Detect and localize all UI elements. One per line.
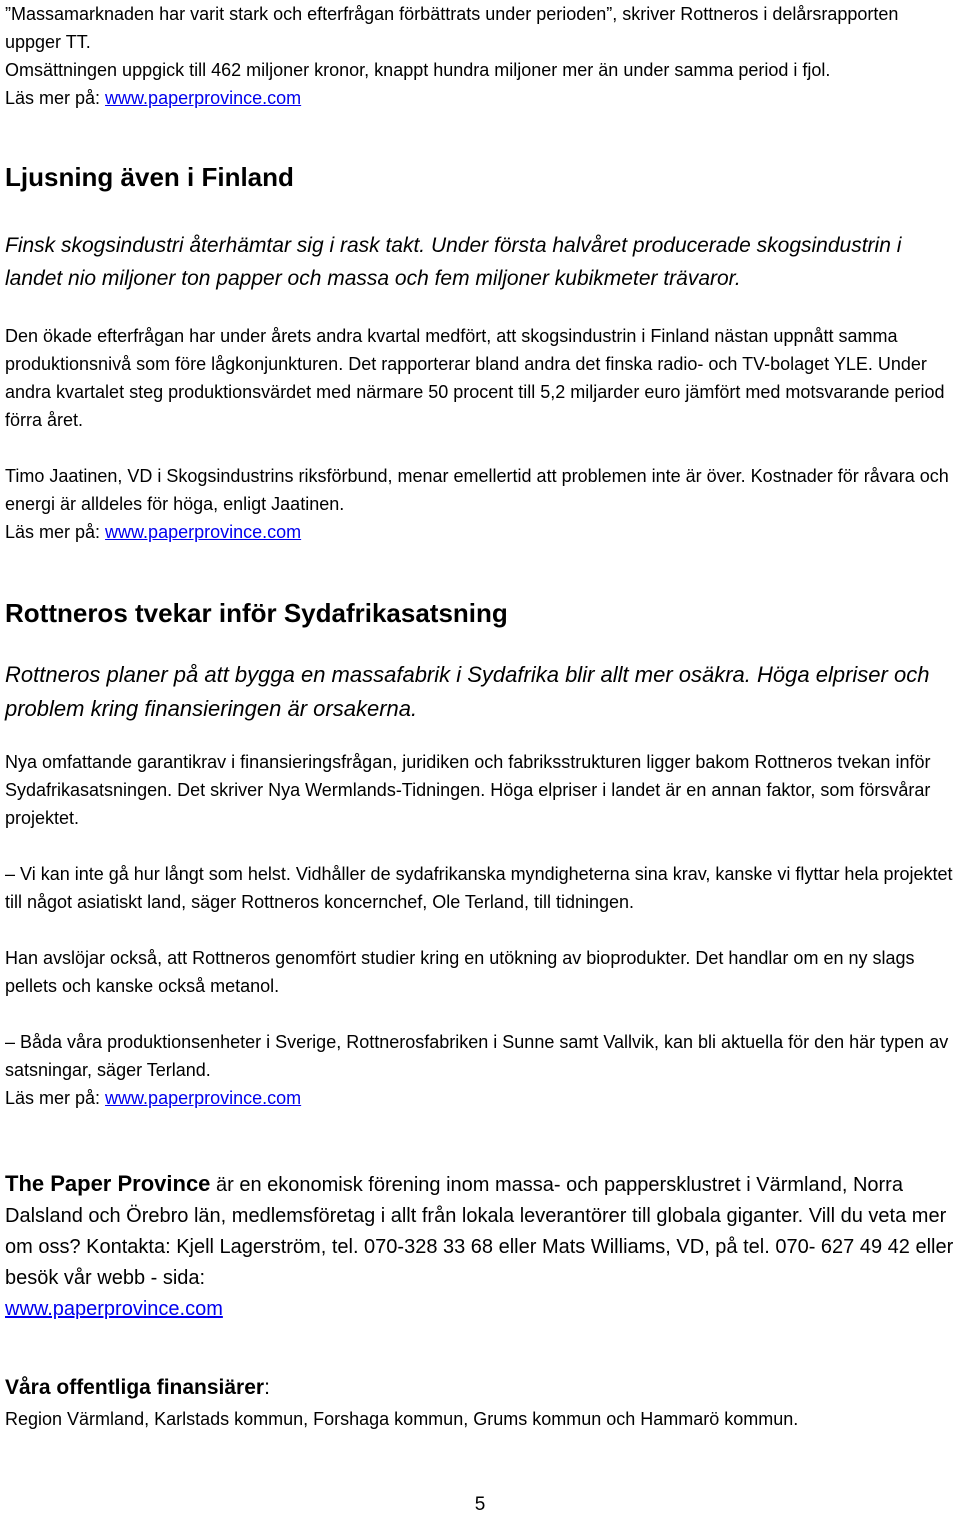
read-more-link[interactable]: www.paperprovince.com bbox=[105, 522, 302, 542]
about-section bbox=[5, 1168, 955, 1325]
article1-read-more bbox=[5, 84, 955, 112]
article3-lead: Rottneros planer på att bygga en massafabrik i Sydafrika blir allt mer osäkra. Höga elpriser och problem kring finansieringen är orsakerna. bbox=[5, 662, 930, 721]
read-more-label: Läs mer på: bbox=[5, 522, 106, 542]
article3-paragraph-4: – Båda våra produktionsenheter i Sverige, Rottnerosfabriken i Sunne samt Vallvik, kan bli aktuella för den här typen av satsningar, säger Terland. bbox=[5, 1032, 949, 1080]
org-name: The Paper Province bbox=[5, 1171, 211, 1196]
page-number: 5 bbox=[474, 1494, 486, 1515]
funders-section bbox=[5, 1372, 955, 1434]
article-rottneros-results bbox=[5, 0, 955, 112]
article3-read-more bbox=[5, 1084, 955, 1112]
funders-heading: Våra offentliga finansiärer bbox=[5, 1376, 265, 1399]
read-more-label: Läs mer på: bbox=[5, 88, 106, 108]
read-more-link[interactable]: www.paperprovince.com bbox=[105, 88, 302, 108]
funders-heading-colon: : bbox=[264, 1376, 270, 1399]
funders-heading-line bbox=[5, 1372, 955, 1404]
about-text bbox=[5, 1168, 955, 1325]
about-description: är en ekonomisk förening inom massa- och pappersklustret i Värmland, Norra Dalsland och Örebro län, medlemsföretag i allt från lokala leverantörer till globala giganter. Vill du veta mer om oss? Kontakta: Kjell Lagerström, tel. 070-328 33 68 eller Mats Williams, VD, på tel. 070- 627 49 42 eller besök vår webb - sida: bbox=[5, 1174, 954, 1289]
article1-paragraph-2: Omsättningen uppgick till 462 miljoner kronor, knappt hundra miljoner mer än under samma period i fjol. bbox=[5, 60, 831, 80]
article2-read-more bbox=[5, 518, 955, 546]
article2-lead: Finsk skogsindustri återhämtar sig i rask takt. Under första halvåret producerade skogsindustrin i landet nio miljoner ton papper och massa och fem miljoner kubikmeter trävaror. bbox=[5, 234, 902, 290]
funders-list: Region Värmland, Karlstads kommun, Forshaga kommun, Grums kommun och Hammarö kommun. bbox=[5, 1409, 799, 1429]
read-more-link[interactable]: www.paperprovince.com bbox=[105, 1088, 302, 1108]
article3-paragraph-3: Han avslöjar också, att Rottneros genomfört studier kring en utökning av bioprodukter. Det handlar om en ny slags pellets och kanske också metanol. bbox=[5, 948, 915, 996]
article-finland bbox=[5, 160, 955, 546]
article3-paragraph-2: – Vi kan inte gå hur långt som helst. Vidhåller de sydafrikanska myndigheterna sina krav, kanske vi flyttar hela projektet till något asiatiskt land, säger Rottneros koncernchef, Ole Terland, till tidningen. bbox=[5, 864, 953, 912]
article2-title: Ljusning även i Finland bbox=[5, 162, 294, 192]
read-more-label: Läs mer på: bbox=[5, 1088, 106, 1108]
article-rottneros-south-africa bbox=[5, 596, 955, 1112]
article2-paragraph-2: Timo Jaatinen, VD i Skogsindustrins riksförbund, menar emellertid att problemen inte är över. Kostnader för råvara och energi är alldeles för höga, enligt Jaatinen. bbox=[5, 466, 949, 514]
article3-paragraph-1: Nya omfattande garantikrav i finansieringsfrågan, juridiken och fabriksstrukturen ligger bakom Rottneros tvekan inför Sydafrikasatsningen. Det skriver Nya Wermlands-Tidningen. Höga elpriser i landet är en annan faktor, som försvårar projektet. bbox=[5, 752, 931, 828]
article2-paragraph-1: Den ökade efterfrågan har under årets andra kvartal medfört, att skogsindustrin i Finland nästan uppnått samma produktionsnivå som före lågkonjunkturen. Det rapporterar bland andra det finska radio- och TV-bolaget YLE. Under andra kvartalet steg produktionsvärdet med närmare 50 procent till 5,2 miljarder euro jämfört med motsvarande period förra året. bbox=[5, 326, 945, 430]
article1-paragraph-1: ”Massamarknaden har varit stark och efterfrågan förbättrats under perioden”, skriver Rottneros i delårsrapporten uppger TT. bbox=[5, 4, 899, 52]
article3-title: Rottneros tvekar inför Sydafrikasatsning bbox=[5, 598, 508, 628]
about-website-link[interactable]: www.paperprovince.com bbox=[5, 1298, 223, 1320]
